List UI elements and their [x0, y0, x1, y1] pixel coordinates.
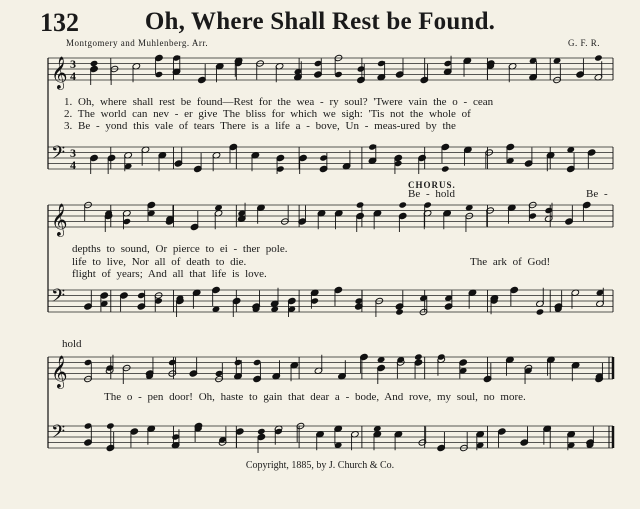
copyright-notice: Copyright, 1885, by J. Church & Co.: [245, 460, 395, 471]
verse-3-line-1: 3. Be - yond this vale of tears There is a life a - bove, Un - meas-ured by the: [64, 120, 456, 132]
time-signature-bottom: 4: [70, 69, 76, 83]
note-head: [257, 428, 266, 435]
verse-2-line-1: 2. The world can nev - er give The bliss for which we sigh: 'Tis not the whole of: [64, 108, 471, 120]
note-head: [398, 201, 407, 208]
chorus-label: CHORUS.: [408, 180, 456, 190]
chorus-lead-c: hold: [62, 338, 82, 350]
verse-3-line-2: flight of years; And all that life is love.: [72, 268, 267, 280]
note-head: [395, 308, 404, 315]
chorus-lyric-line: The o - pen door! Oh, haste to gain that dear a - bode, And rove, my soul, no more.: [104, 391, 526, 403]
chorus-lyric-ark: The ark of God!: [470, 256, 551, 268]
hymn-title: Oh, Where Shall Rest be Found.: [144, 8, 496, 35]
note-head: [536, 308, 545, 315]
verse-1-line-1: 1. Oh, where shall rest be found—Rest for the wea - ry soul? 'Twere vain the o - cean: [64, 96, 494, 108]
music-credit: G. F. R.: [567, 38, 600, 48]
bass-clef-icon: 𝄢: [51, 286, 66, 311]
time-signature-top: 3: [70, 57, 76, 71]
time-signature-bottom: 4: [70, 158, 76, 172]
treble-clef-icon: 𝄞: [51, 203, 68, 236]
note-head: [414, 353, 423, 360]
verse-1-line-2: depths to sound, Or pierce to ei - ther pole.: [72, 243, 288, 255]
chorus-lead-a: Be - hold: [408, 188, 455, 200]
note-head: [356, 201, 365, 208]
bass-clef-icon: 𝄢: [51, 143, 66, 168]
note-head: [90, 60, 99, 67]
time-signature-top: 3: [70, 146, 76, 160]
words-credit: Montgomery and Muhlenberg. Arr.: [66, 38, 209, 48]
treble-clef-icon: 𝄞: [51, 355, 68, 388]
note-head: [594, 54, 603, 61]
chorus-lead-b: Be -: [586, 188, 608, 200]
page-number: 132: [40, 8, 79, 37]
note-head: [441, 165, 450, 172]
bass-clef-icon: 𝄢: [51, 422, 66, 447]
treble-clef-icon: 𝄞: [51, 56, 68, 89]
verse-2-line-2: life to live, Nor all of death to die.: [72, 256, 247, 268]
